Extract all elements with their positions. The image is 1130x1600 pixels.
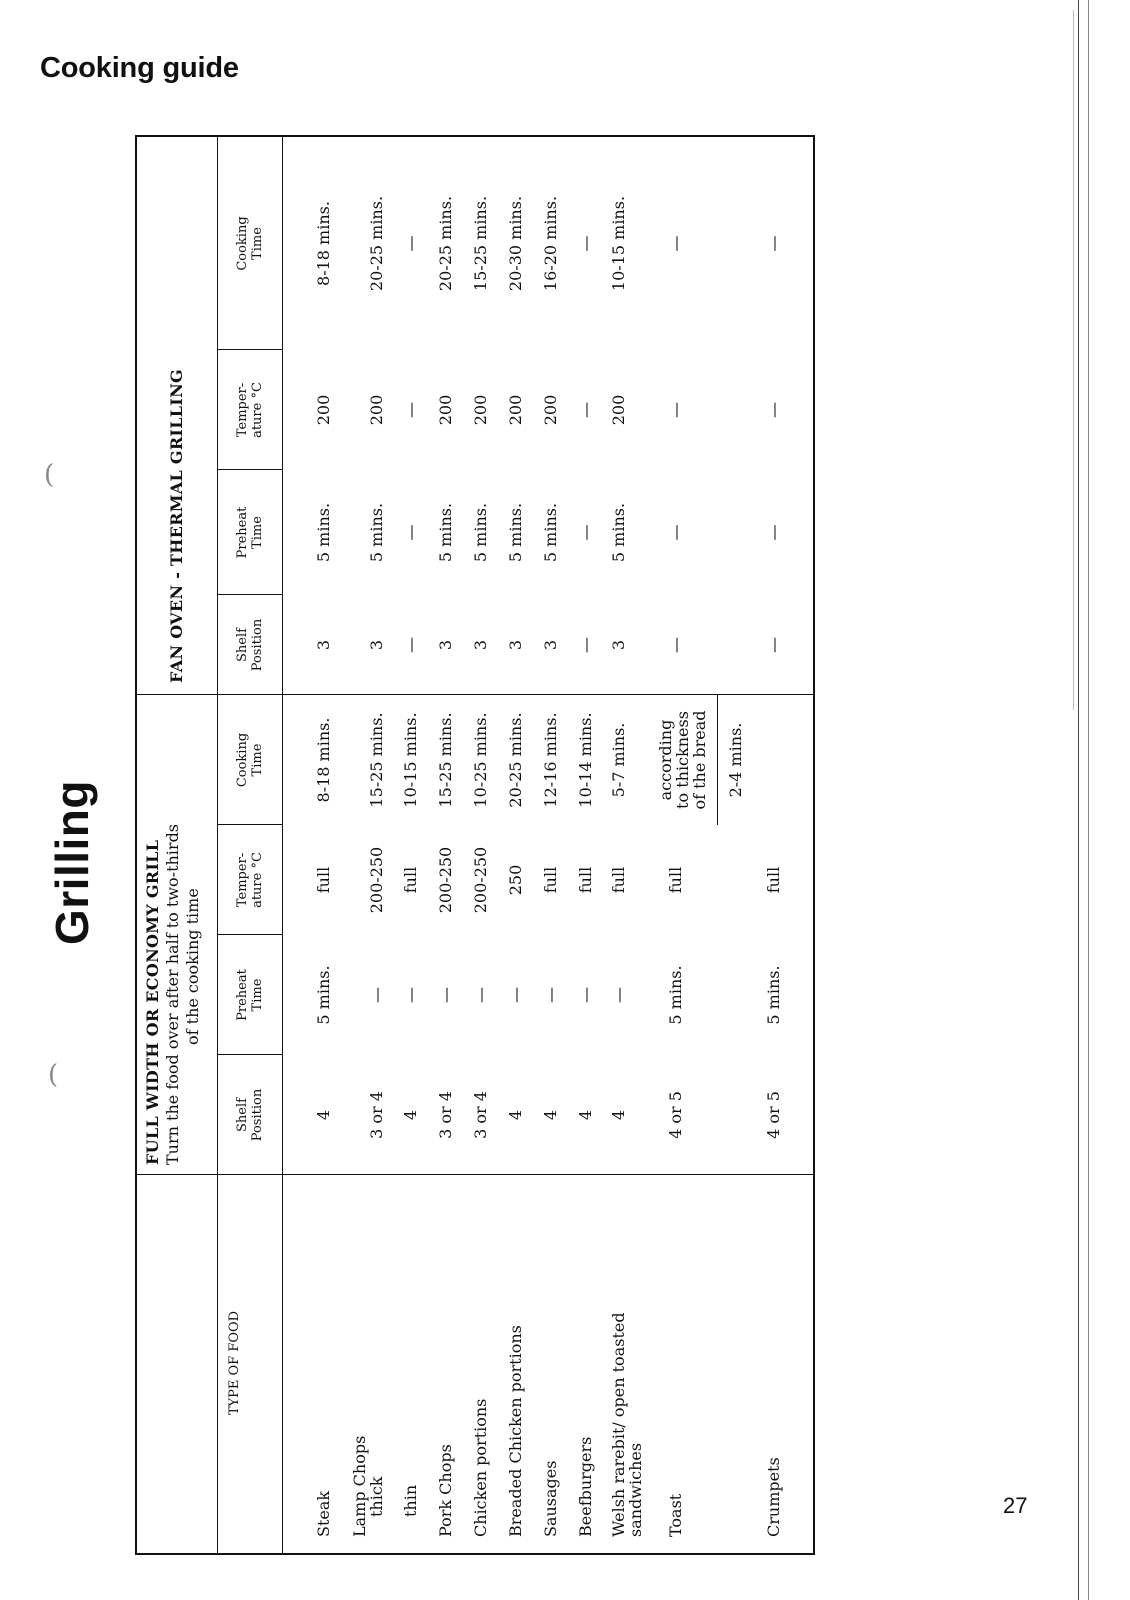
header-line: Time: [250, 516, 265, 549]
grill-cooking-value: 12-16 mins.: [541, 712, 560, 808]
fan-cooking-header: [235, 137, 265, 350]
header-line: Preheat: [235, 506, 250, 559]
fan-preheat-value: 5 mins.: [506, 502, 525, 563]
header-line: Preheat: [235, 969, 250, 1021]
binding-line: [1078, 0, 1079, 1600]
food-name: Lamp Chops thick: [350, 1435, 386, 1537]
food-name: Sausages: [541, 1460, 560, 1537]
grill-group-note: of the cooking time: [183, 888, 202, 1045]
food-name: Crumpets: [764, 1457, 783, 1537]
grill-cooking-header: [235, 695, 265, 825]
fan-shelf-value: —: [576, 637, 595, 653]
table-rule: [717, 695, 718, 825]
grill-shelf-value: 4: [314, 1109, 333, 1121]
fan-temp-value: —: [666, 402, 685, 418]
grill-temp-header: [235, 825, 265, 935]
header-line: Time: [250, 743, 265, 777]
fan-preheat-value: —: [666, 524, 685, 541]
fan-temp-value: 200: [541, 394, 560, 426]
food-name: Pork Chops: [436, 1444, 455, 1537]
grilling-table: [135, 135, 815, 1555]
grill-cooking-value: 20-25 mins.: [506, 712, 525, 808]
grill-shelf-value: 4 or 5: [764, 1091, 783, 1139]
fan-cooking-value: 16-20 mins.: [541, 195, 560, 292]
fan-shelf-value: 3: [436, 639, 455, 651]
food-name: Welsh rarebit/ open toasted sandwiches: [609, 1312, 645, 1537]
fan-cooking-value: 10-15 mins.: [609, 195, 628, 292]
grill-preheat-header: [235, 935, 265, 1055]
grill-preheat-value: —: [367, 987, 386, 1003]
fan-cooking-value: 8-18 mins.: [314, 201, 333, 286]
fan-preheat-value: —: [576, 524, 595, 541]
header-line: Position: [250, 618, 265, 672]
fan-shelf-value: 3: [506, 639, 525, 651]
fan-preheat-value: —: [764, 524, 783, 541]
grill-preheat-value: 5 mins.: [314, 965, 333, 1025]
grill-shelf-value: 4: [609, 1109, 628, 1121]
fan-preheat-value: —: [401, 524, 420, 541]
fan-cooking-value: —: [764, 235, 783, 252]
header-line: Time: [250, 227, 265, 260]
fan-cooking-value: 20-30 mins.: [506, 195, 525, 292]
fan-temp-value: —: [764, 402, 783, 418]
grill-group-note: Turn the food over after half to two-thirds: [163, 823, 182, 1165]
grill-temp-value: 250: [506, 864, 525, 896]
header-line: Cooking: [235, 732, 250, 788]
fan-temp-value: 200: [367, 394, 386, 426]
grill-shelf-value: 4 or 5: [666, 1091, 685, 1139]
fan-shelf-value: 3: [367, 639, 386, 651]
food-name: thin: [401, 1484, 420, 1517]
fan-temp-value: 200: [436, 394, 455, 426]
fan-preheat-value: 5 mins.: [609, 502, 628, 563]
header-line: Cooking: [235, 216, 250, 271]
page-heading: Cooking guide: [40, 52, 239, 84]
fan-cooking-value: 20-25 mins.: [436, 195, 455, 292]
grill-shelf-value: 4: [541, 1109, 560, 1121]
punch-hole-mark: (: [48, 1060, 59, 1090]
grill-temp-value: 200-250: [471, 846, 490, 914]
grill-cooking-value: 2-4 mins.: [726, 722, 745, 798]
grill-preheat-value: —: [436, 987, 455, 1003]
fan-shelf-value: 3: [609, 639, 628, 651]
binding-line: [1073, 10, 1074, 710]
header-line: Shelf: [235, 628, 250, 662]
fan-preheat-value: 5 mins.: [471, 502, 490, 563]
table-rule: [217, 137, 218, 695]
grill-temp-value: full: [314, 866, 333, 894]
grill-shelf-value: 4: [506, 1109, 525, 1121]
binding-line: [1088, 0, 1089, 1600]
fan-preheat-header: [235, 470, 265, 595]
fan-temp-value: 200: [314, 394, 333, 426]
grill-temp-value: full: [576, 866, 595, 894]
fan-shelf-value: 3: [541, 639, 560, 651]
grill-temp-value: full: [541, 866, 560, 894]
section-title: Grilling: [46, 780, 98, 945]
grill-preheat-value: —: [541, 987, 560, 1003]
punch-hole-mark: (: [44, 460, 55, 490]
grill-shelf-value: 3 or 4: [436, 1091, 455, 1139]
grill-temp-value: 200-250: [436, 846, 455, 914]
grill-preheat-value: 5 mins.: [666, 965, 685, 1025]
fan-shelf-value: —: [666, 637, 685, 653]
grill-shelf-value: 3 or 4: [367, 1091, 386, 1139]
fan-shelf-value: —: [764, 637, 783, 653]
grill-cooking-value: 8-18 mins.: [314, 717, 333, 803]
grill-temp-value: full: [764, 866, 783, 894]
fan-shelf-header: [235, 595, 265, 695]
grill-temp-value: full: [666, 866, 685, 894]
grill-temp-value: 200-250: [367, 846, 386, 914]
grill-shelf-value: 4: [401, 1109, 420, 1121]
fan-cooking-value: —: [401, 235, 420, 252]
grill-cooking-value: 10-15 mins.: [401, 712, 420, 808]
grill-temp-value: full: [609, 866, 628, 894]
grill-shelf-header: [235, 1055, 265, 1175]
header-line: Temper-: [235, 382, 250, 438]
header-line: ature °C: [250, 852, 265, 908]
food-name: Beefburgers: [576, 1436, 595, 1537]
grill-cooking-value: 10-25 mins.: [471, 712, 490, 808]
grill-cooking-value: 5-7 mins.: [609, 722, 628, 798]
fan-preheat-value: 5 mins.: [367, 502, 386, 563]
fan-preheat-value: 5 mins.: [436, 502, 455, 563]
grill-group-header: [143, 695, 203, 1165]
fan-group-title: FAN OVEN - THERMAL GRILLING: [167, 369, 186, 683]
fan-temp-value: 200: [471, 394, 490, 426]
rotated-content: [45, 135, 815, 1555]
grill-shelf-value: 4: [576, 1109, 595, 1121]
cooking-line: according: [656, 719, 675, 801]
fan-temp-value: —: [401, 402, 420, 418]
grill-preheat-value: —: [609, 987, 628, 1003]
food-name: Chicken portions: [471, 1398, 490, 1537]
cooking-line: of the bread: [690, 710, 709, 810]
fan-cooking-value: 20-25 mins.: [367, 195, 386, 292]
fan-group-header: [167, 143, 187, 683]
table-rule: [282, 137, 283, 1553]
grill-cooking-value: [657, 695, 708, 825]
grill-group-title: FULL WIDTH OR ECONOMY GRILL: [143, 839, 162, 1165]
food-name: Breaded Chicken portions: [506, 1325, 525, 1537]
fan-shelf-value: —: [401, 637, 420, 653]
cooking-line: to thickness: [673, 711, 692, 809]
food-name: Toast: [666, 1493, 685, 1537]
header-line: ature °C: [250, 382, 265, 438]
fan-temp-value: 200: [506, 394, 525, 426]
grill-shelf-value: 3 or 4: [471, 1091, 490, 1139]
grill-preheat-value: —: [506, 987, 525, 1003]
grill-preheat-value: —: [576, 987, 595, 1003]
header-line: Position: [250, 1088, 265, 1142]
grill-preheat-value: —: [471, 987, 490, 1003]
food-name: Steak: [314, 1490, 333, 1537]
fan-cooking-value: —: [666, 235, 685, 252]
fan-cooking-value: 15-25 mins.: [471, 195, 490, 292]
header-line: Temper-: [235, 852, 250, 908]
fan-cooking-value: —: [576, 235, 595, 252]
fan-shelf-value: 3: [471, 639, 490, 651]
food-column-header: TYPE OF FOOD: [227, 1310, 242, 1416]
grill-preheat-value: —: [401, 987, 420, 1003]
grill-cooking-value: 15-25 mins.: [436, 712, 455, 808]
header-line: Time: [250, 978, 265, 1012]
grill-cooking-value: 15-25 mins.: [367, 712, 386, 808]
fan-temp-header: [235, 350, 265, 470]
grill-cooking-value: 10-14 mins.: [576, 712, 595, 808]
page-number: 27: [1003, 1493, 1028, 1518]
grill-preheat-value: 5 mins.: [764, 965, 783, 1025]
fan-preheat-value: 5 mins.: [541, 502, 560, 563]
header-line: Shelf: [235, 1098, 250, 1132]
grill-temp-value: full: [401, 866, 420, 894]
fan-temp-value: —: [576, 402, 595, 418]
fan-temp-value: 200: [609, 394, 628, 426]
fan-preheat-value: 5 mins.: [314, 502, 333, 563]
fan-shelf-value: 3: [314, 639, 333, 651]
